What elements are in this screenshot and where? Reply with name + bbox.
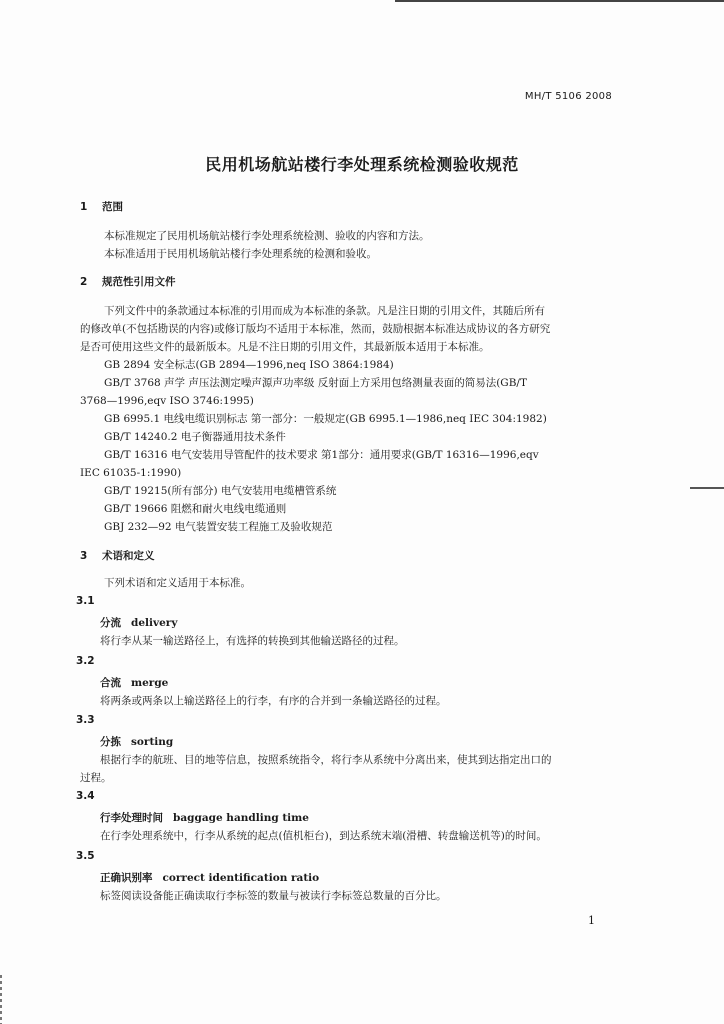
term-definition: 根据行李的航班、目的地等信息，按照系统指令，将行李从系统中分离出来，使其到达指定出口的 <box>100 754 552 766</box>
term-heading <box>100 675 168 690</box>
term-english: sorting <box>131 736 174 748</box>
reference-item: GB/T 19215(所有部分) 电气安装用电缆槽管系统 <box>104 485 337 497</box>
document-title: 民用机场航站楼行李处理系统检测验收规范 <box>205 155 519 174</box>
reference-item: GBJ 232—92 电气装置安装工程施工及验收规范 <box>104 521 333 533</box>
section-title: 规范性引用文件 <box>102 276 176 288</box>
term-heading <box>100 734 173 749</box>
reference-item: GB 6995.1 电线电缆识别标志 第一部分：一般规定(GB 6995.1—1986,neq IEC 304:1982) <box>104 413 547 425</box>
reference-item: GB/T 19666 阻燃和耐火电线电缆通则 <box>104 503 287 515</box>
term-heading <box>100 810 309 825</box>
references-intro-line: 下列文件中的条款通过本标准的引用而成为本标准的条款。凡是注日期的引用文件，其随后所有 <box>104 305 545 317</box>
term-number: 3.5 <box>76 850 95 862</box>
terms-intro: 下列术语和定义适用于本标准。 <box>104 577 251 589</box>
term-english: merge <box>131 677 169 689</box>
term-chinese: 行李处理时间 <box>100 812 163 824</box>
term-definition: 过程。 <box>80 772 112 784</box>
term-definition: 标签阅读设备能正确读取行李标签的数量与被读行李标签总数量的百分比。 <box>100 890 447 902</box>
term-chinese: 分拣 <box>100 736 121 748</box>
section-heading-references <box>80 274 176 289</box>
page-number: 1 <box>588 914 595 927</box>
section-heading-terms <box>80 548 155 563</box>
references-intro-line: 的修改单(不包括勘误的内容)或修订版均不适用于本标准，然而，鼓励根据本标准达成协议的各方研究 <box>80 323 551 335</box>
reference-item: GB/T 14240.2 电子衡器通用技术条件 <box>104 431 286 443</box>
standard-number: MH/T 5106 2008 <box>524 91 612 102</box>
section-number: 3 <box>80 550 88 562</box>
term-number: 3.1 <box>76 595 95 607</box>
scan-border-left <box>0 975 2 1024</box>
term-english: correct identification ratio <box>162 872 320 884</box>
term-number: 3.4 <box>76 790 95 802</box>
scope-paragraph: 本标准适用于民用机场航站楼行李处理系统的检测和验收。 <box>104 248 377 260</box>
section-title: 范围 <box>102 201 123 213</box>
section-number: 2 <box>80 276 88 288</box>
term-definition: 将行李从某一输送路径上，有选择的转换到其他输送路径的过程。 <box>100 635 405 647</box>
term-number: 3.3 <box>76 714 95 726</box>
scope-paragraph: 本标准规定了民用机场航站楼行李处理系统检测、验收的内容和方法。 <box>104 230 430 242</box>
section-heading-scope <box>80 199 123 214</box>
reference-item: GB 2894 安全标志(GB 2894—1996,neq ISO 3864:1984) <box>104 359 394 371</box>
reference-item: 3768—1996,eqv ISO 3746:1995) <box>80 395 254 407</box>
term-number: 3.2 <box>76 655 95 667</box>
references-intro-line: 是否可使用这些文件的最新版本。凡是不注日期的引用文件，其最新版本适用于本标准。 <box>80 341 490 353</box>
reference-item: IEC 61035-1:1990) <box>80 467 182 479</box>
term-english: delivery <box>131 617 178 629</box>
term-chinese: 分流 <box>100 617 121 629</box>
term-chinese: 正确识别率 <box>100 872 153 884</box>
reference-item: GB/T 3768 声学 声压法测定噪声源声功率级 反射面上方采用包络测量表面的简易法(GB/T <box>104 377 527 389</box>
reference-item: GB/T 16316 电气安装用导管配件的技术要求 第1部分：通用要求(GB/T 16316—1996,eqv <box>104 449 539 461</box>
section-title: 术语和定义 <box>102 550 155 562</box>
term-chinese: 合流 <box>100 677 121 689</box>
term-definition: 将两条或两条以上输送路径上的行李，有序的合并到一条输送路径的过程。 <box>100 695 447 707</box>
section-number: 1 <box>80 201 88 213</box>
scan-mark-right <box>690 487 724 489</box>
term-heading <box>100 870 319 885</box>
term-heading <box>100 615 177 630</box>
scan-border-top <box>395 0 724 2</box>
term-english: baggage handling time <box>173 812 309 824</box>
term-definition: 在行李处理系统中，行李从系统的起点(值机柜台)，到达系统末端(滑槽、转盘输送机等)的时间。 <box>100 830 547 842</box>
